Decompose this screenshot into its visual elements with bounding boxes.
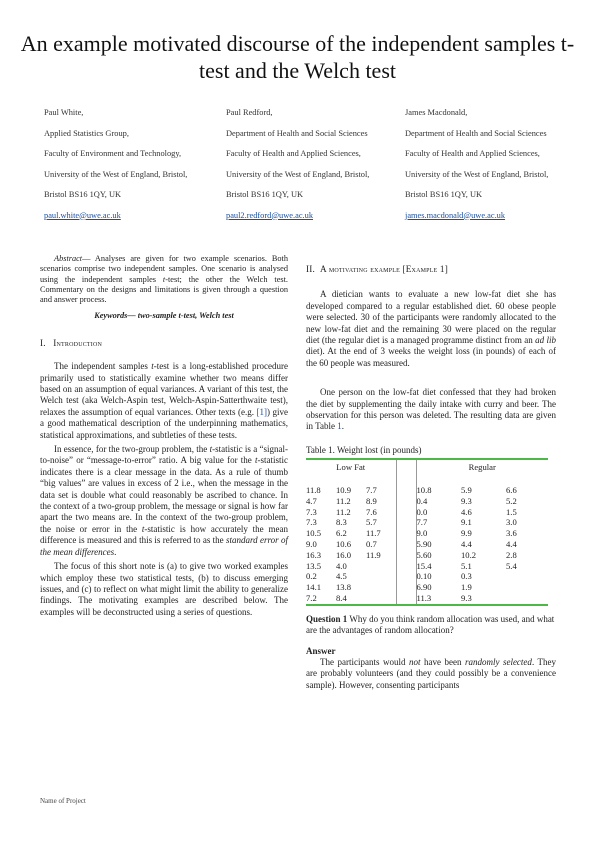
right-column — [306, 264, 556, 691]
table-cell: 2.8 — [506, 549, 517, 560]
group-header-regular: Regular — [468, 462, 496, 473]
table-cell: 8.9 — [366, 495, 377, 506]
table-cell — [366, 582, 396, 593]
table-cell: 5.90 — [416, 539, 432, 550]
table-cell — [366, 561, 396, 572]
intro-paragraph-3: The focus of this short note is (a) to give two worked examples which employ these two statistical tests, (b) to discuss emerging issues, and (c) to reflect on what might limit the ability to generalize findings. The motivating examples are described below. The examples will be deconstructed using a series of questions. — [40, 561, 288, 617]
author-name: James Macdonald, — [405, 108, 468, 117]
table-cell: 9.1 — [461, 517, 472, 528]
table-cell: 9.9 — [461, 528, 472, 539]
table-separator — [396, 507, 416, 518]
table-cell — [366, 593, 396, 605]
table-cell: 9.0 — [306, 539, 317, 550]
table-cell: 0.7 — [366, 539, 377, 550]
table-cell: 11.7 — [366, 528, 381, 539]
table-cell: 7.2 — [306, 593, 317, 604]
table-cell: 7.3 — [306, 506, 317, 517]
table-cell: 0.3 — [461, 571, 472, 582]
table-ref-link[interactable]: 1 — [337, 421, 342, 432]
section-heading-motivating-example: II. A motivating example [Example 1] — [306, 264, 448, 274]
table-row — [306, 517, 548, 528]
table-cell: 11.9 — [366, 549, 381, 560]
table-cell: 13.8 — [336, 582, 352, 593]
table-cell: 4.0 — [336, 560, 347, 571]
table-cell: 13.5 — [306, 560, 322, 571]
table-cell: 16.3 — [306, 549, 322, 560]
table-cell: 0.2 — [306, 571, 317, 582]
table-cell — [366, 571, 396, 582]
table-row — [306, 507, 548, 518]
table-cell: 4.4 — [461, 539, 472, 550]
table-cell: 16.0 — [336, 549, 352, 560]
author-block-1 — [44, 108, 194, 221]
table-row — [306, 485, 548, 496]
table-cell: 10.8 — [416, 485, 432, 496]
left-column — [40, 254, 288, 618]
table-cell: 5.7 — [366, 517, 377, 528]
author-name: Paul Redford, — [226, 108, 273, 117]
table-cell: 1.5 — [506, 506, 517, 517]
table-cell: 5.4 — [506, 560, 517, 571]
page-title: An example motivated discourse of the independent samples t-test and the Welch test — [20, 31, 575, 83]
table-separator — [396, 571, 416, 582]
author-university: University of the West of England, Bristol, — [44, 169, 188, 179]
author-block-2 — [226, 108, 378, 221]
answer-paragraph: The participants would not have been randomly selected. They are probably volunteers (and they could possibly be a convenience sample). However, consenting participants — [306, 657, 557, 690]
table-row — [306, 571, 548, 582]
table-cell: 8.3 — [336, 517, 347, 528]
table-separator — [396, 539, 416, 550]
group-header-low-fat: Low Fat — [336, 462, 366, 473]
author-group: Department of Health and Social Sciences — [405, 128, 547, 138]
table-cell: 1.9 — [461, 582, 472, 593]
keywords: Keywords— two-sample t-test, Welch test — [94, 311, 234, 321]
table-cell — [506, 593, 548, 605]
table-separator — [396, 517, 416, 528]
weight-loss-table — [306, 458, 548, 606]
table-row — [306, 528, 548, 539]
author-faculty: Faculty of Health and Applied Sciences, — [226, 149, 361, 158]
table-cell: 11.8 — [306, 485, 321, 496]
table-cell: 4.4 — [506, 539, 517, 550]
table-cell: 9.0 — [416, 528, 428, 539]
table-cell: 10.9 — [336, 485, 352, 496]
table-cell: 0.4 — [416, 495, 428, 506]
author-faculty: Faculty of Health and Applied Sciences, — [405, 149, 540, 158]
table-row — [306, 561, 548, 572]
author-faculty: Faculty of Environment and Technology, — [44, 149, 182, 158]
citation-link[interactable]: [1] — [256, 406, 268, 417]
table-cell: 5.1 — [461, 560, 472, 571]
table-cell: 10.2 — [461, 549, 477, 560]
table-row — [306, 582, 548, 593]
table-cell: 3.0 — [506, 517, 517, 528]
table-cell: 6.90 — [416, 582, 432, 593]
table-cell: 11.2 — [336, 495, 351, 506]
footer-project-name: Name of Project — [40, 797, 86, 805]
author-address: Bristol BS16 1QY, UK — [44, 190, 122, 199]
author-address: Bristol BS16 1QY, UK — [405, 190, 483, 199]
table-row — [306, 539, 548, 550]
table-separator — [396, 593, 416, 605]
table-separator — [396, 582, 416, 593]
abstract: Abstract— Analyses are given for two example scenarios. Both scenarios comprise two independent samples. One scenario is analysed using the independent samples t-test; the other the Welch test. Commentary on the designs and limitations is given through a question and answer process. — [40, 254, 288, 305]
table-cell: 10.5 — [306, 528, 322, 539]
table-cell: 10.6 — [336, 539, 352, 550]
table-cell: 7.7 — [366, 485, 377, 496]
table-cell: 8.4 — [336, 593, 347, 604]
table-cell: 9.3 — [461, 495, 472, 506]
author-name: Paul White, — [44, 108, 84, 117]
table-cell — [506, 571, 548, 582]
section-heading-introduction: I. Introduction — [40, 337, 103, 348]
table-cell: 6.6 — [506, 485, 517, 496]
author-university: University of the West of England, Bristol, — [226, 169, 370, 179]
table-row — [306, 550, 548, 561]
table-cell: 4.5 — [336, 571, 347, 582]
author-block-3 — [405, 108, 557, 221]
table-separator — [396, 528, 416, 539]
intro-paragraph-1: The independent samples t-test is a long-established procedure primarily used to statistically examine whether two means differ based on an assumption of equal variances. A variant of this test, the Welch test (aka Welch-Aspin test, Welch-Aspin-Satterthwaite test), relaxes the assumption of equal variances. Other texts (e.g. [1]) give a good mathematical description of the underpinning mathematics, statistical approximations, and subtleties of these tests. — [40, 361, 288, 440]
table-cell — [506, 582, 548, 593]
author-address: Bristol BS16 1QY, UK — [226, 190, 304, 199]
table-cell: 4.7 — [306, 495, 317, 506]
table-cell: 11.2 — [336, 506, 351, 517]
table-cell: 15.4 — [416, 560, 432, 571]
example-paragraph-2: One person on the low-fat diet confessed that they had broken the diet by supplementing the daily intake with curry and beer. The observation for this person was deleted. The resulting data are given in Table 1. — [306, 387, 556, 432]
table-cell: 6.2 — [336, 528, 347, 539]
table-cell: 3.6 — [506, 528, 517, 539]
table-cell: 0.0 — [416, 506, 428, 517]
table-cell: 7.7 — [416, 517, 428, 528]
table-separator — [396, 550, 416, 561]
example-paragraph-1: A dietician wants to evaluate a new low-fat diet she has developed compared to a regular established diet. 60 obese people were selected. 30 of the participants were randomly allocated to the new low-fat diet and the remaining 30 were placed on the regular diet (the regular diet is a managed programme distinct from an ad lib diet). At the end of 3 weeks the weight loss (in pounds) of each of the 60 people was measured. — [306, 289, 556, 368]
author-email-link[interactable]: paul.white@uwe.ac.uk — [44, 210, 121, 220]
table-cell: 5.60 — [416, 549, 432, 560]
table-caption: Table 1. Weight lost (in pounds) — [306, 444, 422, 455]
table-row — [306, 593, 548, 605]
author-group: Department of Health and Social Sciences — [226, 128, 368, 138]
table-cell: 9.3 — [461, 593, 472, 604]
table-cell: 5.9 — [461, 485, 472, 496]
table-separator — [396, 561, 416, 572]
author-email-link[interactable]: paul2.redford@uwe.ac.uk — [226, 210, 314, 220]
table-separator — [396, 485, 416, 496]
question-1: Question 1 Why do you think random allocation was used, and what are the advantages of random allocation? — [306, 613, 555, 636]
table-group-header-row — [306, 459, 548, 485]
author-group: Applied Statistics Group, — [44, 128, 129, 138]
table-cell: 7.6 — [366, 506, 377, 517]
table-cell: 4.6 — [461, 506, 472, 517]
table-separator — [396, 496, 416, 507]
author-email-link[interactable]: james.macdonald@uwe.ac.uk — [405, 210, 506, 220]
table-row — [306, 496, 548, 507]
table-cell: 11.3 — [416, 593, 432, 604]
table-cell: 5.2 — [506, 495, 517, 506]
table-cell: 14.1 — [306, 582, 322, 593]
table-cell: 0.10 — [416, 571, 432, 582]
intro-paragraph-2: In essence, for the two-group problem, the t-statistic is a “signal-to-noise” or “message-to-error” ratio. A big value for the t-statistic indicates there is a clear message in the data. As a rule of thumb “big values” are values in excess of 2 i.e., when the message in the data set is double what could reasonably be ascribed to chance. In the context of a two-group problem, the message or signal is how far apart the two means are. In the context of the two-group problem, the noise or error in the t-statistic is how accurately the mean difference is measured and this is referred to as the standard error of the mean differences. — [40, 444, 289, 557]
table-cell: 7.3 — [306, 517, 317, 528]
answer-label: Answer — [306, 645, 336, 656]
author-university: University of the West of England, Bristol, — [405, 169, 549, 179]
